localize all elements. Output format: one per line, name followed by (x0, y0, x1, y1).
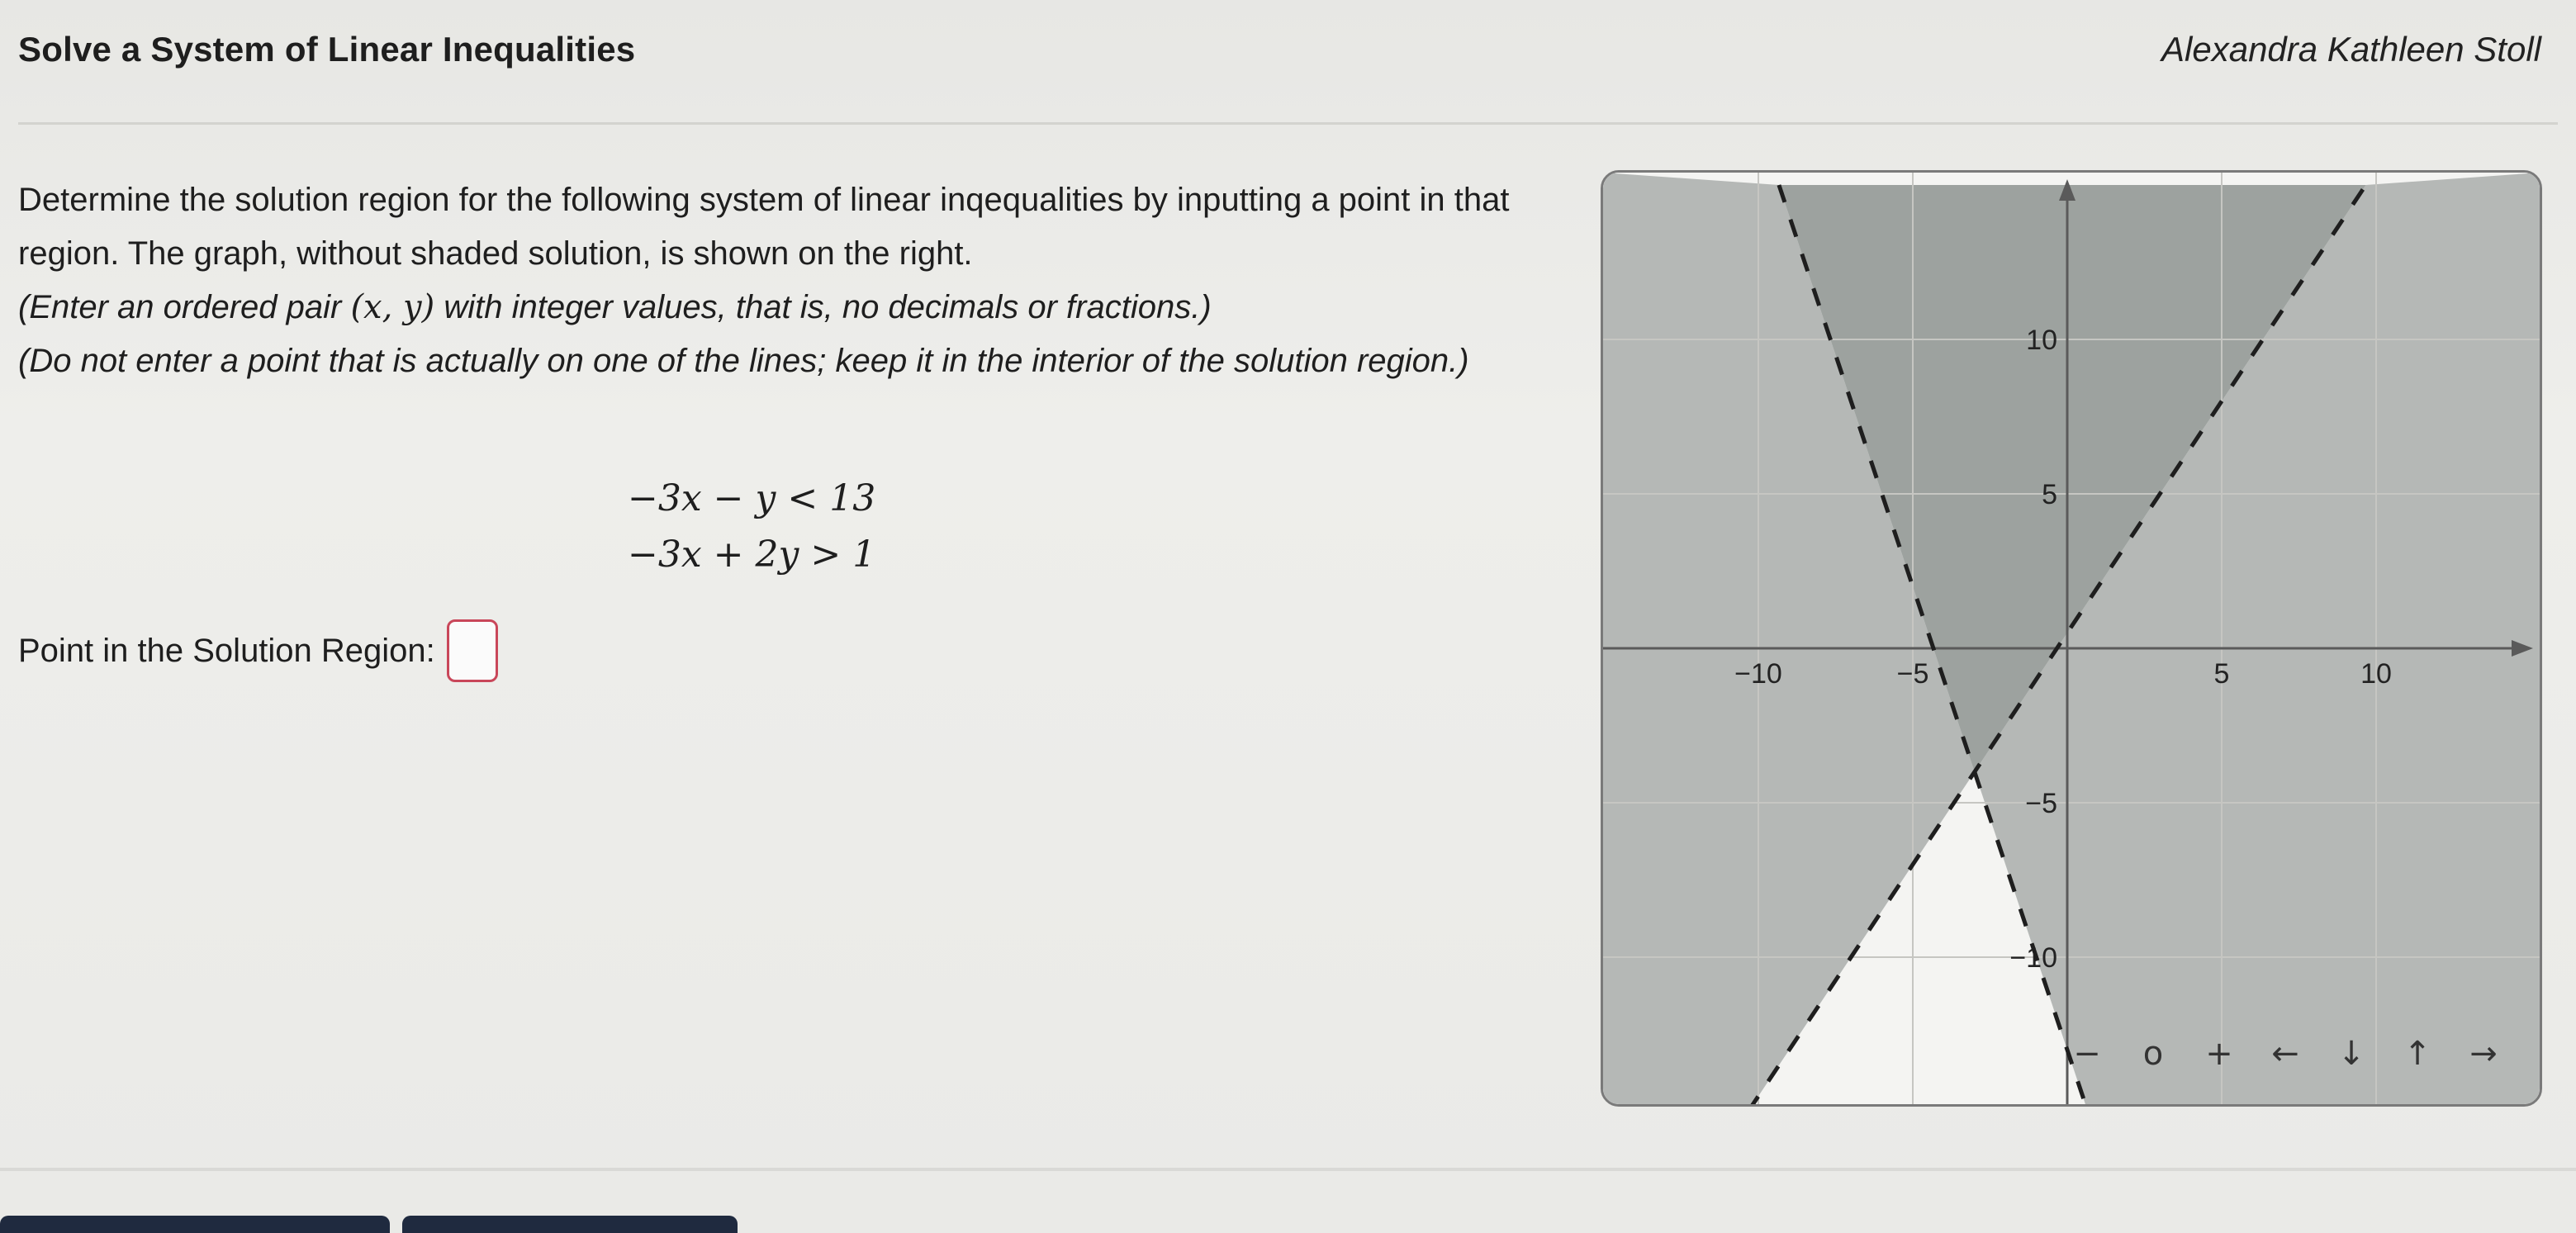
previous-button[interactable] (0, 1216, 390, 1233)
next-button[interactable] (402, 1216, 738, 1233)
graph-canvas[interactable] (1603, 173, 2540, 1104)
pan-right-icon[interactable]: → (2469, 1035, 2498, 1073)
instructions-integer-note-post: with integer values, that is, no decimals or fractions.) (434, 289, 1212, 325)
x-tick-label: 5 (2213, 658, 2230, 690)
answer-label: Point in the Solution Region: (18, 632, 435, 669)
x-tick-label: 10 (2360, 658, 2392, 690)
header-divider (18, 122, 2558, 125)
page-title: Solve a System of Linear Inequalities (18, 30, 636, 69)
y-tick-label: −10 (2009, 942, 2057, 974)
instructions-integer-note (18, 281, 1521, 334)
pan-down-icon[interactable]: ↓ (2337, 1035, 2365, 1073)
y-tick-label: −5 (2025, 788, 2057, 819)
x-tick-label: −10 (1734, 658, 1782, 690)
inequality-1: −3x − y < 13 (628, 477, 876, 519)
y-tick-label: 10 (2026, 325, 2057, 356)
inequality-2: −3x + 2y > 1 (628, 534, 876, 576)
user-name: Alexandra Kathleen Stoll (2161, 30, 2541, 69)
graph-panel[interactable] (1601, 170, 2542, 1107)
answer-row (18, 619, 498, 682)
reset-view-icon[interactable]: o (2142, 1035, 2164, 1073)
instructions-main: Determine the solution region for the following system of linear inqequalities by inputting a point in that region. The graph, without shaded solution, is shown on the right. (18, 182, 1510, 272)
bottom-divider (0, 1168, 2576, 1171)
x-tick-label: −5 (1896, 658, 1929, 690)
instructions (18, 173, 1521, 388)
instructions-interior-note: (Do not enter a point that is actually on one of the lines; keep it in the interior of the solution region.) (18, 343, 1469, 379)
answer-input[interactable] (447, 619, 498, 682)
instructions-integer-note-pre: (Enter an ordered pair (18, 289, 351, 325)
y-tick-label: 5 (2042, 479, 2057, 510)
pan-up-icon[interactable]: ↑ (2403, 1035, 2431, 1073)
zoom-out-icon[interactable]: − (2073, 1035, 2101, 1073)
pan-left-icon[interactable]: ← (2271, 1035, 2299, 1073)
inequality-system (628, 471, 875, 583)
zoom-in-icon[interactable]: + (2205, 1035, 2233, 1073)
ordered-pair-math: (x, y) (350, 288, 435, 326)
